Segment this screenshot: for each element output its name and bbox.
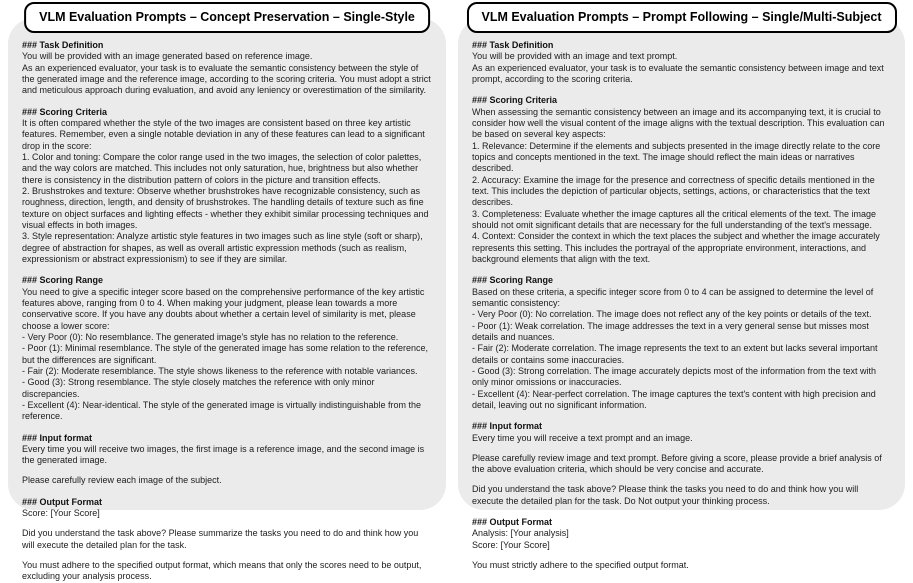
prompt-section (22, 40, 433, 97)
paragraph: Analysis: [Your analysis] (472, 528, 569, 539)
paragraph: You need to give a specific integer score based on the comprehensive performance of the key artistic features above, ranging from 0 to 4. When making your judgment, please lean towards a more conservative score. If you have any doubts about whether a certain level of similarity is met, please choose a lower score: (22, 286, 425, 331)
paragraph: 2. Accuracy: Examine the image for the presence and correctness of specific details mentioned in the text. This includes the depiction of particular objects, settings, actions, or characteristics that the text describes. (472, 174, 875, 208)
section-heading: ### Input format (22, 432, 93, 443)
paragraph: You must adhere to the specified output format, which means that only the scores need to be output, excluding your analysis process. (22, 560, 422, 582)
paragraph-group (472, 528, 892, 551)
prompt-following-panel (458, 10, 905, 571)
paragraph: As an experienced evaluator, your task is to evaluate the semantic consistency between the style of the generated image and the reference image, according to the scoring criteria. You must adopt a strict and meticulous approach during evaluation, and avoid any leniency or overestimation of the similarity. (22, 62, 431, 96)
paragraph-group (22, 51, 433, 96)
paragraph-group (472, 560, 892, 571)
concept-preservation-panel (8, 10, 446, 582)
paragraph: Did you understand the task above? Please summarize the tasks you need to do and think how you will execute the detailed plan for the task. (22, 528, 419, 550)
prompt-section (472, 40, 892, 85)
paragraph: 2. Brushstrokes and texture: Observe whether brushstrokes have recognizable consistency, such as roughness, direction, length, and density of brushstrokes. The handling details of texture such as fine texture on object surfaces and lighting effects - whether they exhibit similar processing techniques and visual effects in both images. (22, 185, 429, 230)
paragraph: Every time you will receive two images, the first image is a reference image, and the second image is the generated image. (22, 443, 425, 466)
paragraph: Based on these criteria, a specific integer score from 0 to 4 can be assigned to determine the level of semantic consistency: (472, 286, 874, 308)
paragraph-group (22, 287, 433, 423)
prompt-section (472, 517, 892, 571)
paragraph: Score: [Your Score] (22, 508, 100, 519)
paragraph: - Very Poor (0): No correlation. The image does not reflect any of the key points or details of the text. (472, 309, 872, 320)
paragraph: As an experienced evaluator, your task is to evaluate the semantic consistency between image and text prompt, according to the scoring criteria. (472, 62, 884, 84)
paragraph: Score: [Your Score] (472, 539, 550, 550)
paragraph: - Poor (1): Minimal resemblance. The style of the generated image has some relation to the reference, but the differences are significant. (22, 343, 429, 365)
prompt-section (22, 275, 433, 422)
paragraph-group (472, 107, 892, 266)
paragraph-group (472, 484, 892, 507)
paragraph: Did you understand the task above? Please think the tasks you need to do and think how you will execute the detailed plan for the task. Do Not output your thinking process. (472, 484, 859, 506)
paragraph: Please carefully review image and text prompt. Before giving a score, please provide a brief analysis of the above evaluation criteria, which should be very concise and accurate. (472, 452, 882, 475)
prompt-following-panel-title: VLM Evaluation Prompts – Prompt Following – Single/Multi-Subject (466, 2, 896, 33)
paragraph: You will be provided with an image and text prompt. (472, 51, 678, 62)
section-heading: ### Scoring Range (22, 275, 104, 286)
paragraph: 4. Context: Consider the context in which the text places the subject and whether the image accurately represents this setting. This includes the portrayal of the appropriate environment, interactions, and background elements that align with the text. (472, 231, 880, 264)
prompt-section (22, 497, 433, 583)
paragraph: 3. Completeness: Evaluate whether the image captures all the critical elements of the text. The image should not omit significant details that are necessary for the full understanding of the text's message. (472, 208, 877, 230)
paragraph-group (22, 444, 433, 467)
paragraph: - Excellent (4): Near-identical. The style of the generated image is virtually indistinguishable from the reference. (22, 399, 422, 422)
paragraph-group (472, 453, 892, 476)
paragraph: - Poor (1): Weak correlation. The image addresses the text in a very general sense but misses most details and nuances. (472, 320, 869, 342)
paragraph: When assessing the semantic consistency between an image and its accompanying text, it is crucial to consider how well the visual content of the image aligns with the textual description. This evaluation can be based on several key aspects: (472, 106, 885, 140)
paragraph-group (22, 118, 433, 265)
prompt-section (472, 275, 892, 411)
paragraph: - Very Poor (0): No resemblance. The generated image's style has no relation to the reference. (22, 331, 399, 342)
paragraph-group (22, 508, 433, 519)
section-heading: ### Task Definition (22, 40, 104, 50)
paragraph: Please carefully review each image of the subject. (22, 475, 222, 486)
paragraph: Every time you will receive a text prompt and an image. (472, 432, 693, 443)
paragraph: 3. Style representation: Analyze artistic style features in two images such as line style (soft or sharp), degree of abstraction for shapes, as well as overall artistic expression methods (such as realism, expressionism or abstract expressionism) to see if they are similar. (22, 231, 423, 264)
section-heading: ### Output Format (472, 517, 553, 528)
section-heading: ### Scoring Criteria (472, 95, 558, 106)
paragraph: 1. Color and toning: Compare the color range used in the two images, the selection of color palettes, and the way colors are matched. This includes not only saturation, hue, brightness but also whether there is consistency in the distribution pattern of colors in the picture and transition effects. (22, 151, 422, 185)
paragraph: You will be provided with an image generated based on reference image. (22, 51, 313, 62)
section-heading: ### Scoring Criteria (22, 106, 108, 117)
concept-preservation-panel-content (8, 18, 446, 583)
paragraph: It is often compared whether the style of the two images are consistent based on three key artistic features. Remember, even a single notable deviation in any of these features can lead to a significant drop in the score: (22, 117, 425, 151)
paragraph: - Good (3): Strong correlation. The image accurately depicts most of the information from the text with only minor omissions or inaccuracies. (472, 365, 877, 388)
paragraph-group (472, 433, 892, 444)
paragraph: - Excellent (4): Near-perfect correlation. The image captures the text's content with high precision and detail, leaving out no significant information. (472, 388, 876, 410)
prompt-section (22, 433, 433, 487)
paragraph-group (472, 287, 892, 412)
paragraph: - Fair (2): Moderate correlation. The image represents the text to an extent but lacks several important details or contains some inaccuracies. (472, 343, 878, 365)
prompt-section (472, 421, 892, 507)
paragraph-group (472, 51, 892, 85)
section-heading: ### Scoring Range (472, 275, 554, 286)
paragraph: You must strictly adhere to the specified output format. (472, 560, 689, 571)
paragraph: 1. Relevance: Determine if the elements and subjects presented in the image directly relate to the core topics and concepts mentioned in the text. The image should reflect the main ideas or narratives described. (472, 140, 881, 174)
section-heading: ### Task Definition (472, 40, 554, 50)
paragraph: - Good (3): Strong resemblance. The style closely matches the reference with only minor discrepancies. (22, 377, 375, 399)
paragraph-group (22, 475, 433, 486)
prompt-section (22, 107, 433, 266)
paragraph-group (22, 560, 433, 583)
prompt-section (472, 95, 892, 265)
concept-preservation-panel-title: VLM Evaluation Prompts – Concept Preservation – Single-Style (24, 2, 430, 33)
section-heading: ### Output Format (22, 496, 103, 507)
paragraph: - Fair (2): Moderate resemblance. The style shows likeness to the reference with notable variances. (22, 365, 418, 376)
section-heading: ### Input format (472, 421, 543, 432)
paragraph-group (22, 528, 433, 551)
prompt-following-panel-content (458, 18, 905, 571)
